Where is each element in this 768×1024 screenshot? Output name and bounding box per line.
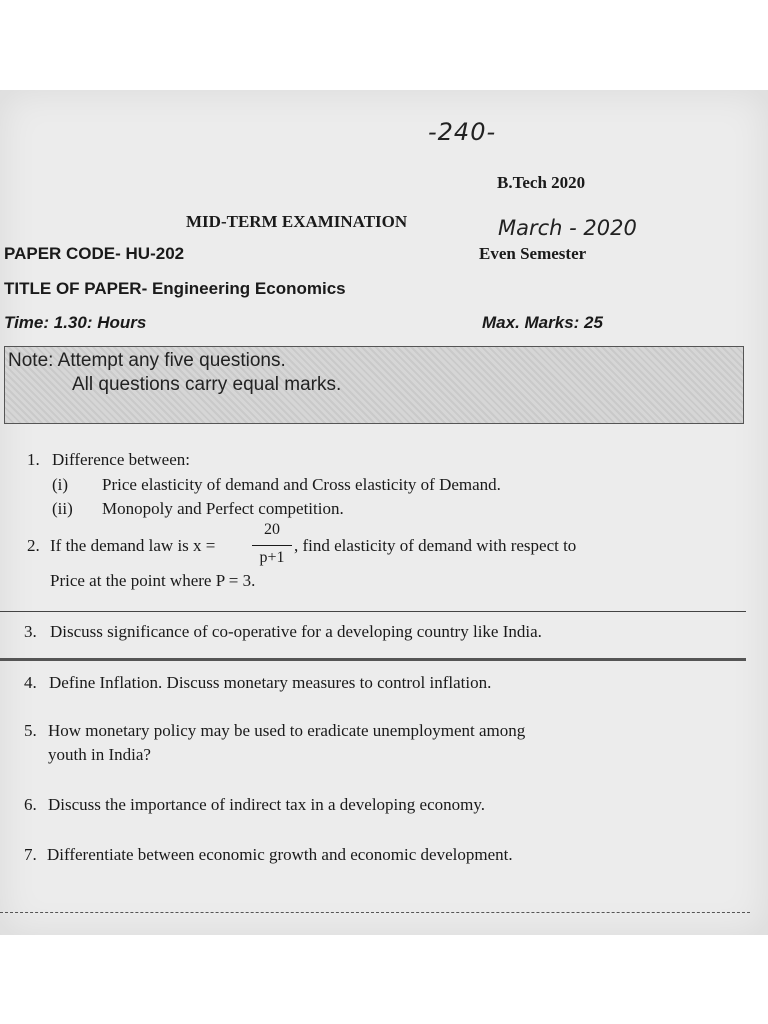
question-2-text-after: , find elasticity of demand with respect to [294, 536, 577, 555]
question-3-number: 3. [24, 622, 37, 641]
question-7-text: Differentiate between economic growth and economic development. [47, 845, 513, 864]
question-1-sub-i-number: (i) [52, 475, 69, 494]
exam-title: MID-TERM EXAMINATION [186, 212, 408, 231]
question-2-text-before: If the demand law is x = [50, 536, 216, 555]
question-4-number: 4. [24, 673, 37, 692]
time-label: Time: 1.30: Hours [4, 313, 147, 332]
bottom-dashed-line [0, 912, 750, 913]
question-7-number: 7. [24, 845, 37, 864]
question-1-text: Difference between: [52, 450, 190, 469]
question-2-number: 2. [27, 536, 40, 555]
fraction-bar [252, 545, 292, 546]
question-3-text: Discuss significance of co-operative for a developing country like India. [50, 622, 542, 641]
question-5-text: How monetary policy may be used to eradicate unemployment among [48, 721, 526, 740]
semester-label: Even Semester [479, 244, 587, 263]
question-6-text: Discuss the importance of indirect tax in a developing economy. [48, 795, 485, 814]
question-5-number: 5. [24, 721, 37, 740]
note-line-1: Note: Attempt any five questions. [8, 350, 286, 371]
paper-title: TITLE OF PAPER- Engineering Economics [4, 279, 346, 298]
question-1-sub-i-text: Price elasticity of demand and Cross elasticity of Demand. [102, 475, 501, 494]
question-4-text: Define Inflation. Discuss monetary measures to control inflation. [49, 673, 492, 692]
question-6-number: 6. [24, 795, 37, 814]
question-1-sub-ii-text: Monopoly and Perfect competition. [102, 499, 344, 518]
fraction-denominator: p+1 [259, 549, 285, 566]
handwritten-date: March - 2020 [498, 216, 637, 240]
note-line-2: All questions carry equal marks. [72, 374, 342, 395]
handwritten-number: -240- [428, 118, 497, 146]
question-1-number: 1. [27, 450, 40, 469]
divider-line-2 [0, 658, 746, 661]
paper-code: PAPER CODE- HU-202 [4, 244, 185, 263]
question-1-sub-ii-number: (ii) [52, 499, 73, 518]
max-marks-label: Max. Marks: 25 [482, 313, 603, 332]
question-5-text-line2: youth in India? [48, 745, 151, 764]
question-2-text-line2: Price at the point where P = 3. [50, 571, 256, 590]
program-label: B.Tech 2020 [497, 173, 586, 192]
fraction-numerator: 20 [264, 521, 280, 538]
divider-line-1 [0, 611, 746, 612]
